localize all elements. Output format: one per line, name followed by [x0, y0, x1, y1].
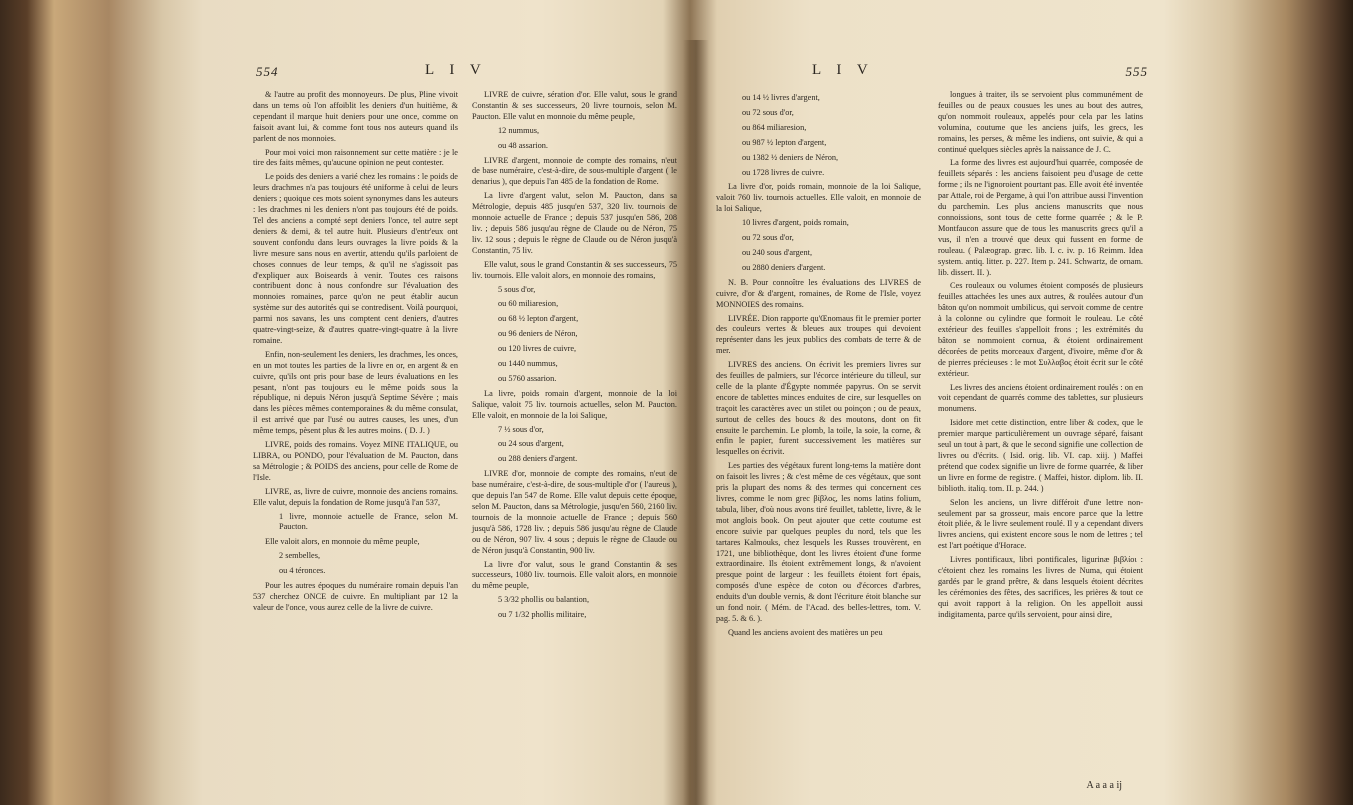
text-paragraph: Les parties des végétaux furent long-tems la matière dont on faisoit les livres ; & c'est même de ces végétaux, que sont pris la plupart des noms & des termes qui concernent ces livres, comme le nom grec βίβλος, les noms latins folium, tabula, liber, d'où nous avons tiré feuillet, tablette, livre, & le mot anglois book. On peut ajouter que cette coutume est encore suivie par quelques peuples du nord, tels que les tartares Kalmouks, chez lesquels les Russes trouvèrent, en 1721, une bibliothèque, dont les livres étoient d'une forme extraordinaire. Ils étoient extrêmement longs, & n'avoient presque point de largeur : les feuillets étoient fort épais, composés d'une espèce de coton ou d'écorces d'arbres, enduits d'un double vernis, & dont l'écriture étoit blanche sur un fond noir. ( Mém. de l'Acad. des belles-lettres, tom. V. pag. 5. & 6. ).: [716, 461, 921, 623]
text-paragraph: 1 livre, monnoie actuelle de France, selon M. Paucton.: [279, 511, 458, 532]
text-paragraph: ou 1440 nummus,: [498, 359, 558, 369]
text-paragraph: La forme des livres est aujourd'hui quarrée, composée de feuillets séparés : les anciens faisoient peu d'usage de cette forme ; ils ne l'ignoroient pourtant pas. Elle avoit été inventée par Attale, roi de Pergame, à qui l'on attribue aussi l'invention du parchemin. Les plus anciens manuscrits que nous connoissions, sont tous de cette forme quarrée ; & le P. Montfaucon assure que de tous les manuscrits grecs qu'il a vus, il n'en a trouvé que deux qui fussent en forme de rouleau. ( Palæograp. græc. lib. I. c. iv. p. 16 Reimm. Idea system. antiq. litter. p. 227. Item p. 241. Schwartz, de ornam. lib. dissert. II. ).: [938, 158, 1143, 277]
text-paragraph: Elle valut, sous le grand Constantin & ses successeurs, 75 liv. tournois. Elle valoit alors, en monnoie des romains,: [472, 259, 677, 280]
text-paragraph: longues à traiter, ils se servoient plus communément de feuilles ou de peaux cousues les unes au bout des autres, qu'on nommoit rouleaux, appelés pour cela par les latins volumina, coutume que les anciens juifs, les grecs, les romains, les perses, & même les indiens, ont suivie, & qui a continué quelques siècles après la naissance de J. C.: [938, 90, 1143, 154]
left-column-2: [472, 90, 677, 625]
text-paragraph: ou 288 deniers d'argent.: [498, 454, 578, 464]
text-paragraph: ou 60 miliaresion,: [498, 299, 559, 309]
text-paragraph: Ces rouleaux ou volumes étoient composés de plusieurs feuilles attachées les unes aux autres, & roulées autour d'un bâton qu'on nommoit umbilicus, qui servoit comme de centre à la colonne ou cylindre que formoit le rouleau. Le côté extérieur des feuilles s'appelloit frons ; les extrémités du bâton se nommoient cornua, & étoient ordinairement décorées de petits morceaux d'argent, d'ivoire, même d'or & de pierres précieuses : le mot Συλλαβος étoit écrit sur le côté extérieur.: [938, 281, 1143, 378]
text-paragraph: ou 1728 livres de cuivre.: [742, 167, 825, 177]
text-paragraph: Enfin, non-seulement les deniers, les drachmes, les onces, en un mot toutes les parties de la livre en or, en argent & en cuivre, qu'ils ont pris pour base de leurs évaluations en les pesant, n'ont pas toujours eu le même poids sous la république, ni depuis Néron jusqu'à Septime Sévère ; mais dans les pièces mêmes contemporaines & du même consulat, il est arrivé que par l'usé ou autres causes, les unes, d'un même temps, pèsent plus & les autres moins. ( D. J. ): [253, 349, 458, 436]
text-paragraph: Livres pontificaux, libri pontificales, ligurinæ βιβλίοι : c'étoient chez les romains les livres de Numa, qui étoient gardés par le grand prêtre, & dans lesquels étoient décrites les cérémonies des fêtes, des sacrifices, les prières & tout ce qui avoit rapport à la religion. On les appelloit aussi indigitamenta, parce qu'ils servoient, pour ainsi dire,: [938, 555, 1143, 619]
text-paragraph: La livre d'argent valut, selon M. Paucton, dans sa Métrologie, depuis 485 jusqu'en 537, 320 liv. tournois de monnoie actuelle de France ; depuis 537 jusqu'en 586, 208 liv. ; depuis 586 jusqu'au règne de Claude ou de Néron, 75 liv. 12 sous ; depuis le règne de Claude ou de Néron jusqu'à Constantin, 75 liv.: [472, 191, 677, 255]
text-paragraph: Isidore met cette distinction, entre liber & codex, que le premier marque particulièrement un ouvrage séparé, faisant seul un tout à part, & que le second signifie une collection de livres ou d'écrits. ( Isid. orig. lib. VI. cap. xiij. ) Maffei prétend que codex signifie un livre de forme quarrée, & liber un livre en forme de registre. ( Maffei, histor. diplom. lib. II. biblioth. italiq. tom. II. p. 244. ): [938, 418, 1143, 493]
left-column-1: [253, 90, 458, 617]
text-paragraph: ou 14 ½ livres d'argent,: [742, 93, 820, 102]
text-paragraph: ou 4 téronces.: [279, 566, 326, 576]
text-paragraph: ou 24 sous d'argent,: [498, 439, 564, 449]
text-paragraph: 10 livres d'argent, poids romain,: [742, 218, 849, 228]
book-gutter: [683, 40, 709, 805]
text-paragraph: LIVRE de cuivre, sération d'or. Elle valut, sous le grand Constantin & ses successeurs, 20 livre tournois, selon M. Paucton. Elle valut en monnoie du même peuple,: [472, 90, 677, 121]
signature-mark: A a a a ij: [1086, 780, 1122, 791]
right-column-1: [716, 90, 921, 642]
right-column-2: [938, 90, 1143, 624]
right-page: [712, 60, 1152, 795]
text-paragraph: LIVRES des anciens. On écrivit les premiers livres sur des feuilles de palmiers, sur l'écorce intérieure du tilleul, sur celle de la plante d'Égypte nommée papyrus. On se servit encore de tablettes minces enduites de cire, sur lesquelles on traçoit les caractères avec un stilet ou poinçon ; ou de peaux, surtout de celles des boucs & des moutons, dont on fit ensuite le parchemin. Le plomb, la toile, la soie, la corne, & enfin le papier, furent successivement les matières sur lesquelles on écrivit.: [716, 360, 921, 457]
text-paragraph: ou 987 ½ lepton d'argent,: [742, 137, 827, 147]
text-paragraph: 2 sembelles,: [279, 551, 321, 561]
text-paragraph: Pour les autres époques du numéraire romain depuis l'an 537 cherchez ONCE de cuivre. En multipliant par 12 la valeur de l'once, vous aurez celle de la livre de cuivre.: [253, 581, 458, 612]
left-running-head: [250, 60, 680, 82]
right-page-number: 555: [1125, 64, 1148, 79]
right-running-head: [712, 60, 1152, 82]
text-paragraph: ou 1382 ½ deniers de Néron,: [742, 152, 839, 162]
text-paragraph: La livre d'or valut, sous le grand Constantin & ses successeurs, 1080 liv. tournois. Elle valoit alors, en monnoie du même peuple,: [472, 559, 677, 591]
text-paragraph: LIVRE, as, livre de cuivre, monnoie des anciens romains. Elle valut, depuis la fondation de Rome jusqu'à l'an 537,: [253, 486, 458, 507]
text-paragraph: ou 96 deniers de Néron,: [498, 329, 578, 339]
text-paragraph: ou 48 assarion.: [498, 140, 549, 150]
text-paragraph: ou 864 miliaresion,: [742, 122, 807, 132]
text-paragraph: 12 nummus,: [498, 125, 540, 135]
text-paragraph: ou 68 ½ lepton d'argent,: [498, 314, 579, 324]
text-paragraph: ou 7 1/32 phollis militaire,: [498, 610, 587, 620]
text-paragraph: ou 120 livres de cuivre,: [498, 344, 577, 354]
text-paragraph: N. B. Pour connoître les évaluations des LIVRES de cuivre, d'or & d'argent, romaines, de Rome de l'Isle, voyez MONNOIES des romains.: [716, 277, 921, 309]
text-paragraph: La livre, poids romain d'argent, monnoie de la loi Salique, valoit 75 liv. tournois actuelles, selon M. Paucton. Elle valoit, en monnoie de la loi Salique,: [472, 388, 677, 420]
text-paragraph: & l'autre au profit des monnoyeurs. De plus, Pline vivoit dans un tems où l'on affoiblit les deniers d'un huitième, & cependant il marque huit deniers pour une once, comme on faisoit avant lui, & comme font tous nos auteurs quand ils parlent de nos monnoies.: [253, 90, 458, 143]
right-head-title: L I V: [812, 62, 874, 78]
text-paragraph: ou 72 sous d'or,: [742, 233, 794, 243]
text-paragraph: LIVRÉE. Dion rapporte qu'Œnomaus fit le premier porter des couleurs vertes & bleues aux troupes qui devoient représenter dans les jeux publics des combats de terre & de mer.: [716, 313, 921, 356]
text-paragraph: ou 5760 assarion.: [498, 373, 557, 383]
text-paragraph: ou 2880 deniers d'argent.: [742, 262, 826, 272]
text-paragraph: Pour moi voici mon raisonnement sur cette matière : je le tire des faits mêmes, qu'aucune opinion ne peut contester.: [253, 147, 458, 168]
left-page: [250, 60, 680, 795]
text-paragraph: ou 240 sous d'argent,: [742, 247, 813, 257]
text-paragraph: LIVRE d'or, monnoie de compte des romains, n'eut de base numéraire, c'est-à-dire, de sous-multiple d'or ( l'aureus ), que depuis l'an 547 de Rome. Elle valut depuis cette époque, selon M. Paucton, dans sa Métrologie, jusqu'en 560, 2160 liv. tournois de la monnoie actuelle de France ; depuis 560 jusqu'à 586, 1728 liv. ; depuis 586 jusqu'au règne de Claude ou de Néron, 907 liv. 4 sous ; depuis le règne de Claude ou de Néron jusqu'à Constantin, 900 liv.: [472, 469, 677, 555]
text-paragraph: La livre d'or, poids romain, monnoie de la loi Salique, valoit 760 liv. tournois actuelles. Elle valoit, en monnoie de la loi Salique,: [716, 182, 921, 214]
text-paragraph: Le poids des deniers a varié chez les romains : le poids de leurs drachmes n'a pas toujours été uniforme à celui de leurs deniers ; quoique ces mots soient synonymes dans les auteurs : les drachmes ni les deniers n'ont pas toujours été de poids. Tel des anciens a compté sept deniers l'once, tel autre sept deniers & demi, & tel autre huit. Plusieurs d'entr'eux ont souvent confondu dans leurs ouvrages la livre poids & la livre mesure sans nous en avertir, attendu qu'ils parloient de choses connues de leur temps, & qu'il ne s'agissoit pas d'expliquer aux Boiseards à venir. Toutes ces raisons contribuent donc à nous confondre sur l'évaluation des monnoies romaines, parce qu'on ne peut établir aucun système sur des autorités qui se contredisent. Voilà pourquoi, parmi nos savans, les uns comptent cent deniers, d'autres quatre-vingt-seize, & d'autres quatre-vingt-quatre à la livre romaine.: [253, 172, 458, 345]
text-paragraph: 5 3/32 phollis ou balantion,: [498, 595, 590, 605]
text-paragraph: 5 sous d'or,: [498, 284, 536, 294]
text-paragraph: ou 72 sous d'or,: [742, 107, 794, 117]
text-paragraph: Elle valoit alors, en monnoie du même peuple,: [265, 537, 420, 547]
text-paragraph: Selon les anciens, un livre différoit d'une lettre non-seulement par sa grosseur, mais encore parce que la lettre étoit pliée, & le livre seulement roulé. Il y a cependant divers livres anciens, qui existent encore sous le nom de lettres ; tel est l'art poétique d'Horace.: [938, 497, 1143, 551]
text-paragraph: Les livres des anciens étoient ordinairement roulés : on en voit cependant de quarrés comme des tablettes, sur plusieurs monumens.: [938, 382, 1143, 414]
text-paragraph: Quand les anciens avoient des matières un peu: [728, 627, 883, 637]
left-head-title: L I V: [425, 62, 487, 78]
text-paragraph: LIVRE, poids des romains. Voyez MINE ITALIQUE, ou LIBRA, ou PONDO, pour l'évaluation de M. Paucton, dans sa Métrologie ; & POIDS des anciens, pour celle de Rome de l'Isle.: [253, 440, 458, 482]
left-page-number: 554: [256, 64, 279, 79]
text-paragraph: 7 ½ sous d'or,: [498, 424, 544, 434]
text-paragraph: LIVRE d'argent, monnoie de compte des romains, n'eut de base numéraire, c'est-à-dire, de sous-multiple d'argent ( le denarius ), que depuis l'an 485 de la fondation de Rome.: [472, 155, 677, 187]
